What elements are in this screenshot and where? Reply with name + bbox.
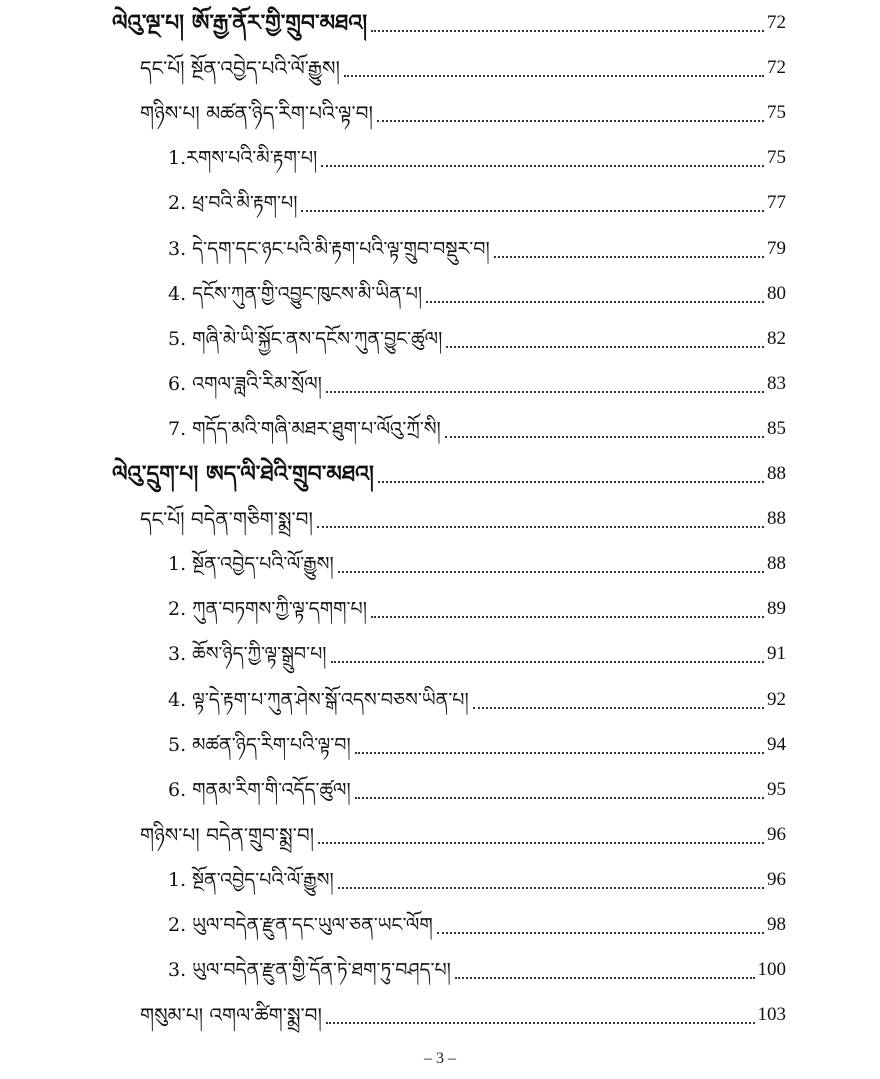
toc-section-entry [140,995,786,1035]
toc-section-entry [140,499,786,539]
toc-entry-label: དང་པོ། བདེན་གཅིག་སྨྲ་བ། [140,507,313,532]
toc-subsection-entry [168,409,786,449]
toc-entry-label: 5. མཚན་ཉིད་རིག་པའི་ལྟ་བ། [168,733,351,756]
toc-entry-label: 1. སྔོན་འབྱེད་པའི་ལོ་རྒྱུས། [168,868,334,891]
toc-subsection-entry [168,860,786,900]
toc-page-number: 85 [767,417,786,439]
dot-leader [338,887,764,889]
toc-page-number: 72 [767,12,786,33]
toc-page-number: 88 [767,553,786,575]
toc-entry-label: 3. ཡུལ་བདེན་རྫུན་གྱི་དོན་ཏེ་ཐག་ཏུ་བཤད་པ། [168,959,451,982]
dot-leader [355,797,764,799]
toc-chapter-entry [112,3,786,43]
page-number-footer: – 3 – [424,1050,456,1067]
dot-leader [326,391,764,393]
toc-page-number: 96 [767,868,786,890]
toc-page-number: 82 [767,327,786,349]
toc-page-number: 83 [767,372,786,394]
dot-leader [494,256,764,258]
toc-page-number: 72 [767,57,786,79]
toc-entry-label: 2. ཡུལ་བདེན་རྫུན་དང་ཡུལ་ཅན་ཡང་ལོག [168,914,433,936]
toc-entry-label: 1. སྔོན་འབྱེད་པའི་ལོ་རྒྱུས། [168,553,334,576]
toc-section-entry [140,93,786,133]
toc-chapter-entry [112,454,786,494]
dot-leader [318,842,764,844]
toc-section-entry [140,48,786,88]
toc-subsection-entry [168,183,786,223]
toc-entry-label: ལེའུ་ལྔ་པ། ཨོ་རྒྱ་ནོར་གྱི་གྲུབ་མཐའ། [112,10,368,36]
toc-page-number: 80 [767,282,786,304]
toc-entry-label: དང་པོ། སྔོན་འབྱེད་པའི་ལོ་རྒྱུས། [140,56,340,81]
toc-page-number: 94 [767,733,786,755]
dot-leader [371,30,764,32]
toc-entry-label: 7. གདོད་མའི་གཞི་མཐར་ཐུག་པ་ལོའུ་ཀྲོ་སི། [168,417,441,440]
toc-page-number: 88 [767,508,786,530]
dot-leader [344,75,764,77]
toc-entry-label: 6. འགལ་ཟླའི་རིམ་སྲོལ། [168,372,322,395]
toc-subsection-entry [168,950,786,990]
toc-subsection-entry [168,905,786,945]
toc-page-number: 77 [767,192,786,214]
toc-page-number: 95 [767,778,786,800]
dot-leader [378,481,764,483]
toc-subsection-entry [168,544,786,584]
toc-page-number: 92 [767,688,786,710]
toc-page-number: 96 [767,823,786,845]
toc-subsection-entry [168,680,786,720]
toc-entry-label: གཉིས་པ། མཚན་ཉིད་རིག་པའི་ལྟ་བ། [140,101,373,126]
toc-subsection-entry [168,589,786,629]
dot-leader [455,977,755,979]
dot-leader [473,707,764,709]
toc-entry-label: 4. ལྟ་དེ་རྟག་པ་ཀུན་ཤེས་སྒོ་འདས་བཅས་ཡིན་པ། [168,688,469,711]
toc-page-number: 79 [767,237,786,259]
toc-entry-label: 6. གནམ་རིག་གི་འདོད་ཚུལ། [168,778,351,801]
dot-leader [301,210,764,212]
toc-subsection-entry [168,770,786,810]
dot-leader [445,436,764,438]
toc-page-number: 91 [767,643,786,665]
toc-section-entry [140,815,786,855]
toc-page-number: 75 [767,102,786,124]
dot-leader [437,932,764,934]
toc-entry-label: གསུམ་པ། འགལ་ཚིག་སྨྲ་བ། [140,1003,322,1028]
dot-leader [317,526,764,528]
dot-leader [371,616,764,618]
toc-page-number: 75 [767,147,786,169]
toc-entry-label: 2. ཕྲ་བའི་མི་རྟག་པ། [168,192,298,215]
toc-subsection-entry [168,274,786,314]
toc-entry-label: 3. ཆོས་ཉིད་ཀྱི་ལྟ་སྒྲུབ་པ། [168,643,327,666]
toc-subsection-entry [168,319,786,359]
dot-leader [338,571,764,573]
toc-page-number: 100 [757,959,786,981]
dot-leader [331,661,765,663]
toc-subsection-entry [168,138,786,178]
dot-leader [355,752,764,754]
toc-entry-label: 1.རགས་པའི་མི་རྟག་པ། [168,147,318,170]
toc-subsection-entry [168,364,786,404]
dot-leader [426,301,764,303]
dot-leader [326,1022,755,1024]
dot-leader [446,346,764,348]
toc-page-number: 89 [767,598,786,620]
toc-entry-label: 3. དེ་དག་དང་ཉང་པའི་མི་རྟག་པའི་ལྟ་གྲུབ་བསྡུར་བ། [168,237,490,260]
toc-entry-label: 5. གཞི་མེ་ཡི་སྐྱོང་ནས་དངོས་ཀུན་བྱུང་ཚུལ། [168,327,443,350]
toc-page-number: 88 [767,463,786,484]
dot-leader [377,120,764,122]
dot-leader [321,165,764,167]
toc-subsection-entry [168,725,786,765]
toc-entry-label: 4. དངོས་ཀུན་གྱི་འབྱུང་ཁུངས་མི་ཡིན་པ། [168,282,423,305]
toc-page-number: 98 [767,914,786,935]
toc-page-number: 103 [757,1004,786,1026]
toc-entry-label: ལེའུ་དྲུག་པ། ཨད་ལི་ཐེའི་གྲུབ་མཐའ། [112,461,374,487]
toc-entry-label: 2. ཀུན་བཏགས་ཀྱི་ལྟ་དགག་པ། [168,598,367,621]
toc-subsection-entry [168,229,786,269]
toc-subsection-entry [168,634,786,674]
toc-entry-label: གཉིས་པ། བདེན་གྲུབ་སྨྲ་བ། [140,822,315,847]
